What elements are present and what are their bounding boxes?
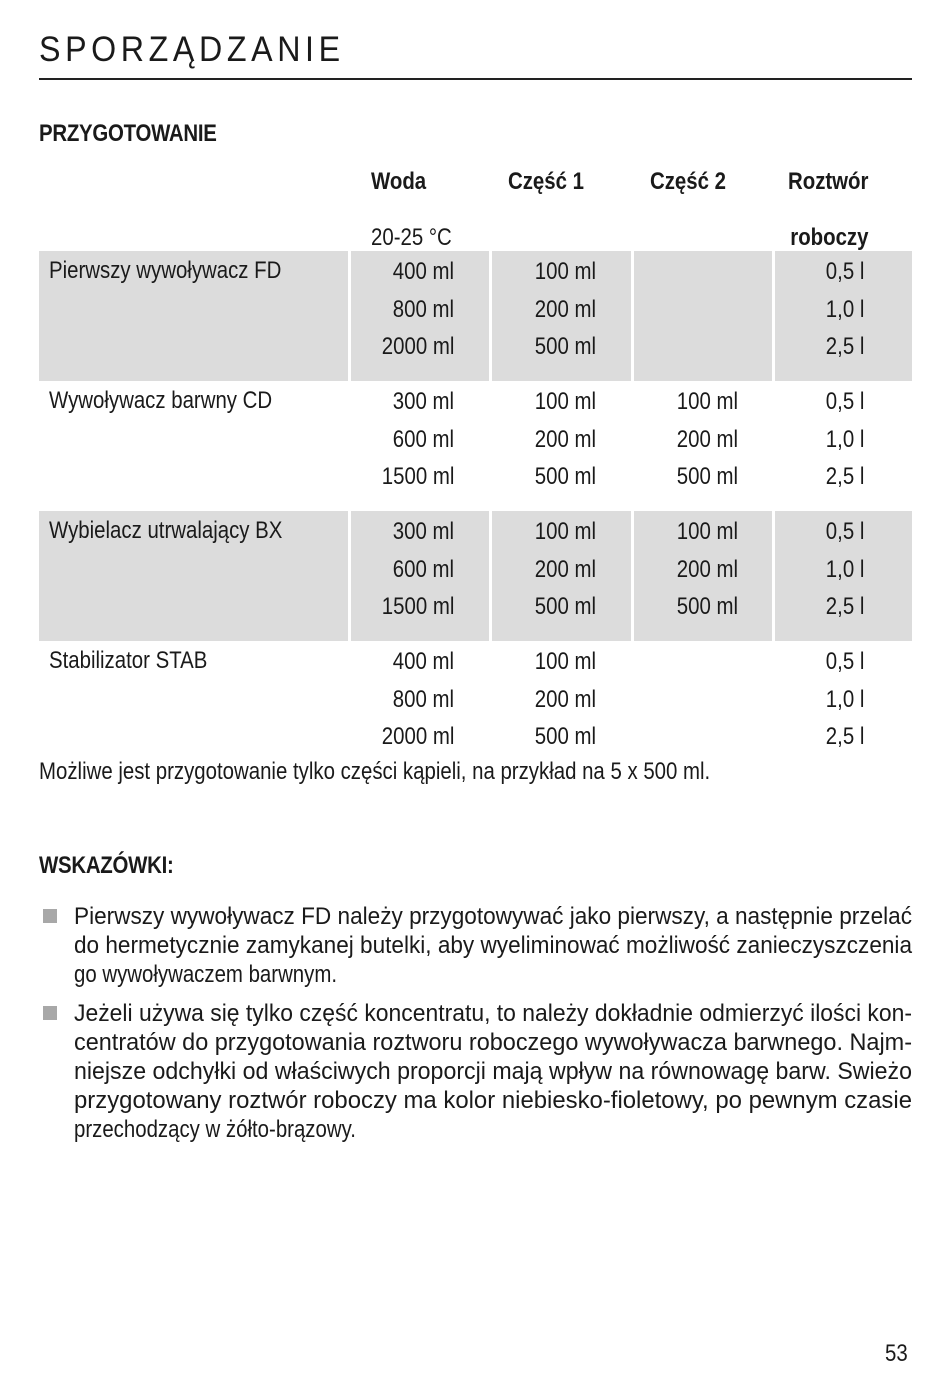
solution-value: 1,0 l (825, 555, 864, 583)
part1-value: 100 ml (535, 258, 597, 285)
part1-value: 200 ml (535, 295, 597, 323)
solution-value: 1,0 l (825, 295, 864, 323)
solution-value: 2,5 l (825, 333, 864, 360)
solution-cell (773, 251, 912, 381)
tip-line: centratów do przygotowania roztworu roboczego wywoływacza barwnego. Najm- (74, 1029, 912, 1056)
solution-value: 1,0 l (825, 685, 864, 713)
bullet-square-icon (43, 909, 57, 923)
part1-value: 500 ml (535, 333, 597, 360)
part1-cell (491, 511, 632, 641)
tip-line: go wywoływaczem barwnym. (74, 961, 338, 988)
water-cell (349, 251, 491, 381)
row-label-cell (39, 251, 349, 381)
part2-value: 100 ml (676, 388, 738, 415)
section-heading-preparation: PRZYGOTOWANIE (39, 120, 217, 147)
solution-value: 0,5 l (825, 518, 864, 545)
header-part2 (650, 168, 739, 196)
tip-line: Pierwszy wywoływacz FD należy przygotowywać jako pierwszy, a następnie przelać (74, 903, 912, 930)
tip-line: przygotowany roztwór roboczy ma kolor niebiesko-fioletowy, po pewnym czasie (74, 1087, 912, 1114)
water-value: 800 ml (393, 685, 455, 713)
water-value: 400 ml (393, 648, 455, 675)
solution-cell (773, 381, 912, 511)
part2-value: 100 ml (676, 518, 738, 545)
water-value: 2000 ml (381, 333, 455, 360)
water-value: 800 ml (393, 295, 455, 323)
solution-value: 0,5 l (825, 258, 864, 285)
section-heading-tips: WSKAZÓWKI: (39, 852, 174, 879)
table-row (39, 381, 912, 511)
row-label: Wybielacz utrwalający BX (49, 517, 283, 544)
row-label-cell (39, 511, 349, 641)
part1-value: 100 ml (535, 388, 597, 415)
part1-value: 500 ml (535, 463, 597, 490)
page-title: SPORZĄDZANIE (39, 30, 345, 69)
table-row (39, 511, 912, 641)
water-cell (349, 511, 491, 641)
row-label: Pierwszy wywoływacz FD (49, 257, 282, 284)
part2-value: 200 ml (676, 555, 738, 583)
water-value: 2000 ml (381, 723, 455, 750)
row-label: Wywoływacz barwny CD (49, 387, 273, 414)
tips-list (74, 902, 912, 1154)
title-divider (39, 78, 912, 80)
water-cell (349, 641, 491, 771)
note-text-content: Możliwe jest przygotowanie tylko części kąpieli, na przykład na 5 x 500 ml. (39, 758, 711, 785)
part2-value: 500 ml (676, 593, 738, 620)
part1-value: 100 ml (535, 518, 597, 545)
solution-value: 2,5 l (825, 723, 864, 750)
solution-value: 0,5 l (825, 388, 864, 415)
tip-item (74, 999, 912, 1144)
header-solution-line1: Roztwór (788, 168, 869, 195)
part2-cell (632, 641, 773, 771)
tip-line: przechodzący w żółto-brązowy. (74, 1116, 356, 1143)
water-value: 600 ml (393, 555, 455, 583)
bullet-square-icon (43, 1006, 57, 1020)
part1-cell (491, 251, 632, 381)
row-label-cell (39, 381, 349, 511)
water-value: 600 ml (393, 425, 455, 453)
part1-value: 100 ml (535, 648, 597, 675)
header-solution-line2: roboczy (790, 224, 869, 251)
part1-cell (491, 381, 632, 511)
row-label-cell (39, 641, 349, 771)
header-part1 (508, 168, 597, 196)
water-value: 400 ml (393, 258, 455, 285)
page-number (885, 1340, 912, 1368)
part2-cell (632, 511, 773, 641)
header-part1-label: Część 1 (508, 168, 584, 195)
part2-cell (632, 381, 773, 511)
page-number-text: 53 (885, 1340, 908, 1367)
water-cell (349, 381, 491, 511)
tip-item (74, 902, 912, 989)
water-value: 300 ml (393, 388, 455, 415)
header-water-label: Woda (371, 168, 427, 195)
water-value: 300 ml (393, 518, 455, 545)
part1-value: 200 ml (535, 555, 597, 583)
part1-value: 500 ml (535, 593, 597, 620)
solution-cell (773, 641, 912, 771)
tip-line: do hermetycznie zamykanej butelki, aby wyeliminować możliwość zanieczyszczenia (74, 932, 912, 959)
solution-value: 2,5 l (825, 463, 864, 490)
solution-cell (773, 511, 912, 641)
water-value: 1500 ml (381, 593, 455, 620)
row-label: Stabilizator STAB (49, 647, 208, 674)
part2-cell (632, 251, 773, 381)
water-value: 1500 ml (381, 463, 455, 490)
tip-line: niejsze odchyłki od właściwych proporcji mają wpływ na równowagę barw. Swieżo (74, 1058, 912, 1085)
header-water-sub: 20-25 °C (371, 224, 452, 251)
table-row (39, 251, 912, 381)
note-text (39, 758, 829, 786)
part1-cell (491, 641, 632, 771)
header-water (371, 168, 466, 252)
part1-value: 500 ml (535, 723, 597, 750)
part1-value: 200 ml (535, 685, 597, 713)
solution-value: 1,0 l (825, 425, 864, 453)
part1-value: 200 ml (535, 425, 597, 453)
table-row (39, 641, 912, 771)
tip-line: Jeżeli używa się tylko część koncentratu, to należy dokładnie odmierzyć ilości kon- (74, 1000, 912, 1027)
solution-value: 0,5 l (825, 648, 864, 675)
preparation-table (39, 251, 912, 771)
header-solution (788, 168, 883, 252)
header-part2-label: Część 2 (650, 168, 726, 195)
part2-value: 500 ml (676, 463, 738, 490)
part2-value: 200 ml (676, 425, 738, 453)
solution-value: 2,5 l (825, 593, 864, 620)
